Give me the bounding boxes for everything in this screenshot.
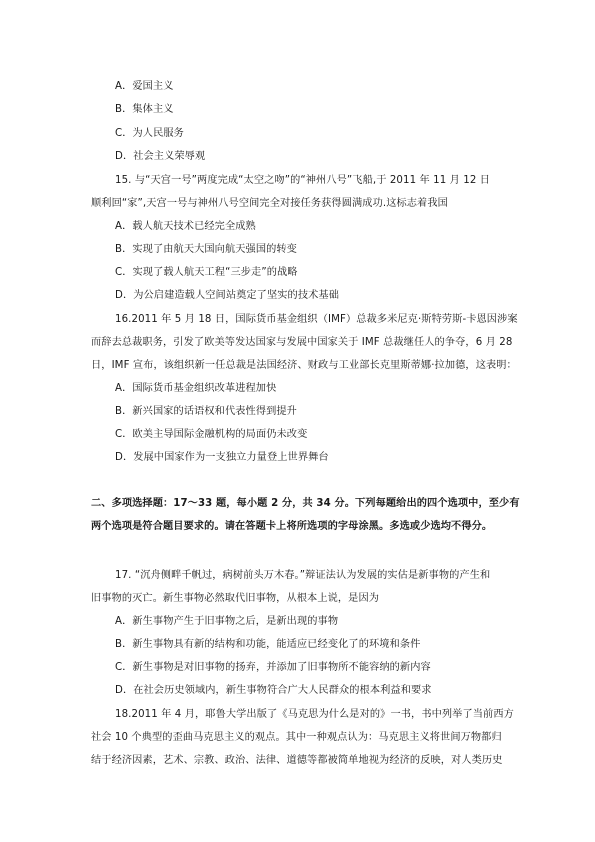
q14-option-d: D．社会主义荣辱观 <box>115 151 206 162</box>
q16-stem-line3: 日，IMF 宣布，该组织新一任总裁是法国经济、财政与工业部长克里斯蒂娜·拉加德，这表明： <box>91 360 517 371</box>
q18-stem-line1: 18.2011 年 4 月，耶鲁大学出版了《马克思为什么是对的》一书，书中列举了当前西方 <box>115 709 514 720</box>
q17-option-b: B．新生事物具有新的结构和功能，能适应已经变化了的环境和条件 <box>115 639 421 650</box>
q17-stem-line2: 旧事物的灭亡。新生事物必然取代旧事物，从根本上说，是因为 <box>91 593 380 604</box>
q14-option-a: A．爱国主义 <box>115 81 174 92</box>
q14-option-b: B．集体主义 <box>115 104 174 115</box>
q16-option-a: A．国际货币基金组织改革进程加快 <box>115 383 277 394</box>
section2-heading-line1: 二、多项选择题：17～33 题，每小题 2 分，共 34 分。下列每题给出的四个选项中，至少有 <box>91 498 520 509</box>
q17-stem-line1: 17. “沉舟侧畔千帆过，病树前头万木春。”辩证法认为发展的实估是新事物的产生和 <box>115 570 491 581</box>
q17-option-c: C．新生事物是对旧事物的扬弃，并添加了旧事物所不能容纳的新内容 <box>115 662 431 673</box>
section2-heading-line2: 两个选项是符合题目要求的。请在答题卡上将所选项的字母涂黑。多选或少选均不得分。 <box>91 521 493 532</box>
q16-stem-line1: 16.2011 年 5 月 18 日，国际货币基金组织（IMF）总裁多米尼克·斯特劳斯-卡恩因涉案 <box>115 314 518 325</box>
q14-option-c: C．为人民服务 <box>115 128 184 139</box>
q16-option-d: D．发展中国家作为一支独立力量登上世界舞台 <box>115 452 329 463</box>
q18-stem-line2: 社会 10 个典型的歪曲马克思主义的观点。其中一种观点认为：马克思主义将世间万物都归 <box>91 732 502 743</box>
q15-stem-line2: 顺利回“家”,天宫一号与神州八号空间完全对接任务获得圆满成功.这标志着我国 <box>91 198 448 209</box>
q16-option-c: C．欧美主导国际金融机构的局面仍未改变 <box>115 429 308 440</box>
q15-option-b: B．实现了由航天大国向航天强国的转变 <box>115 244 297 255</box>
q17-option-d: D．在社会历史领域内，新生事物符合广大人民群众的根本利益和要求 <box>115 685 432 696</box>
q15-option-a: A．载人航天技术已经完全成熟 <box>115 221 256 232</box>
q15-option-c: C．实现了载人航天工程“三步走”的战略 <box>115 267 298 278</box>
q15-option-d: D．为公启建造载人空间站奠定了坚实的技术基础 <box>115 290 339 301</box>
q15-stem-line1: 15. 与“天宫一号”两度完成“太空之吻”的“神州八号”飞船,于 2011 年 11 月 12 日 <box>115 175 491 186</box>
q16-stem-line2: 而辞去总裁职务，引发了欧美等发达国家与发展中国家关于 IMF 总裁继任人的争夺，6 月 28 <box>91 337 513 348</box>
q18-stem-line3: 结于经济因素，艺术、宗教、政治、法律、道德等都被简单地视为经济的反映，对人类历史 <box>91 755 503 766</box>
q17-option-a: A．新生事物产生于旧事物之后，是新出现的事物 <box>115 616 339 627</box>
q16-option-b: B．新兴国家的话语权和代表性得到提升 <box>115 406 297 417</box>
